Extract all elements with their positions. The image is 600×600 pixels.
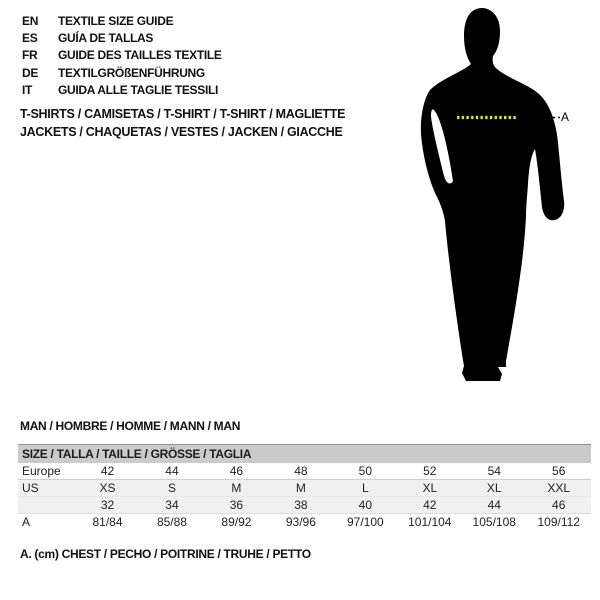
language-title: TEXTILGRÖßENFÜHRUNG xyxy=(58,65,205,80)
language-row xyxy=(22,65,222,82)
language-row xyxy=(22,47,222,64)
language-row xyxy=(22,13,222,30)
language-code: DE xyxy=(22,65,39,80)
language-title: TEXTILE SIZE GUIDE xyxy=(58,14,174,28)
size-cell: 50 xyxy=(333,463,397,480)
size-cell: 93/96 xyxy=(285,515,316,529)
size-cell: M xyxy=(269,480,333,497)
row-label xyxy=(18,497,75,514)
size-cell: 89/92 xyxy=(221,515,252,529)
size-cell: 101/104 xyxy=(408,515,452,529)
size-cell: 42 xyxy=(75,463,139,480)
size-cell: 34 xyxy=(140,497,204,514)
size-cell: 36 xyxy=(204,497,268,514)
size-cell: XL xyxy=(398,480,462,497)
language-code: FR xyxy=(22,48,38,63)
size-cell: XS xyxy=(75,480,139,497)
row-label: US xyxy=(18,480,75,497)
size-cell: S xyxy=(140,480,204,497)
table-row-us xyxy=(18,480,591,497)
size-cell: 48 xyxy=(269,463,333,480)
garment-categories xyxy=(20,105,345,141)
size-cell: L xyxy=(333,480,397,497)
size-cell: 38 xyxy=(269,497,333,514)
language-row xyxy=(22,82,222,99)
table-header-bar: SIZE / TALLA / TAILLE / GRÖSSE / TAGLIA xyxy=(18,445,591,464)
size-cell: 54 xyxy=(462,463,526,480)
row-label: Europe xyxy=(18,463,75,480)
row-label: A xyxy=(22,515,31,529)
size-cell: M xyxy=(204,480,268,497)
size-cell: 44 xyxy=(462,497,526,514)
size-cell: 85/88 xyxy=(156,515,187,529)
size-cell: 52 xyxy=(398,463,462,480)
man-silhouette xyxy=(421,8,564,381)
size-cell: 97/100 xyxy=(346,515,384,529)
table-row-europe xyxy=(18,463,591,480)
size-cell: XL xyxy=(462,480,526,497)
size-cell: 81/84 xyxy=(92,515,123,529)
size-cell: 32 xyxy=(75,497,139,514)
language-row xyxy=(22,30,222,47)
size-cell: XXL xyxy=(526,480,591,497)
size-cell: 46 xyxy=(204,463,268,480)
size-cell: 56 xyxy=(526,463,591,480)
measurement-footnote: A. (cm) CHEST / PECHO / POITRINE / TRUHE / PETTO xyxy=(20,547,311,561)
table-row-us-numeric xyxy=(18,497,591,514)
size-cell: 42 xyxy=(398,497,462,514)
language-list xyxy=(22,13,222,99)
table-header-row xyxy=(18,445,591,464)
language-title: GUIDE DES TAILLES TEXTILE xyxy=(58,48,222,63)
chest-marker-label: A xyxy=(561,110,570,124)
table-row-chest-cm xyxy=(18,514,591,531)
language-title: GUÍA DE TALLAS xyxy=(58,31,154,46)
language-code: ES xyxy=(22,31,38,46)
category-jackets: JACKETS / CHAQUETAS / VESTES / JACKEN / GIACCHE xyxy=(20,125,343,139)
size-cell: 44 xyxy=(140,463,204,480)
size-table-wrapper xyxy=(18,444,591,530)
category-tshirts: T-SHIRTS / CAMISETAS / T-SHIRT / T-SHIRT / MAGLIETTE xyxy=(20,107,346,121)
section-title-man: MAN / HOMBRE / HOMME / MANN / MAN xyxy=(20,419,241,433)
language-code: EN xyxy=(22,14,39,28)
language-title: GUIDA ALLE TAGLIE TESSILI xyxy=(58,82,219,97)
size-cell: 105/108 xyxy=(472,515,516,529)
size-cell: 40 xyxy=(333,497,397,514)
man-silhouette-figure xyxy=(400,0,600,400)
size-table xyxy=(18,444,591,530)
language-code: IT xyxy=(22,82,33,97)
size-cell: 109/112 xyxy=(537,515,580,529)
size-cell: 46 xyxy=(526,497,591,514)
